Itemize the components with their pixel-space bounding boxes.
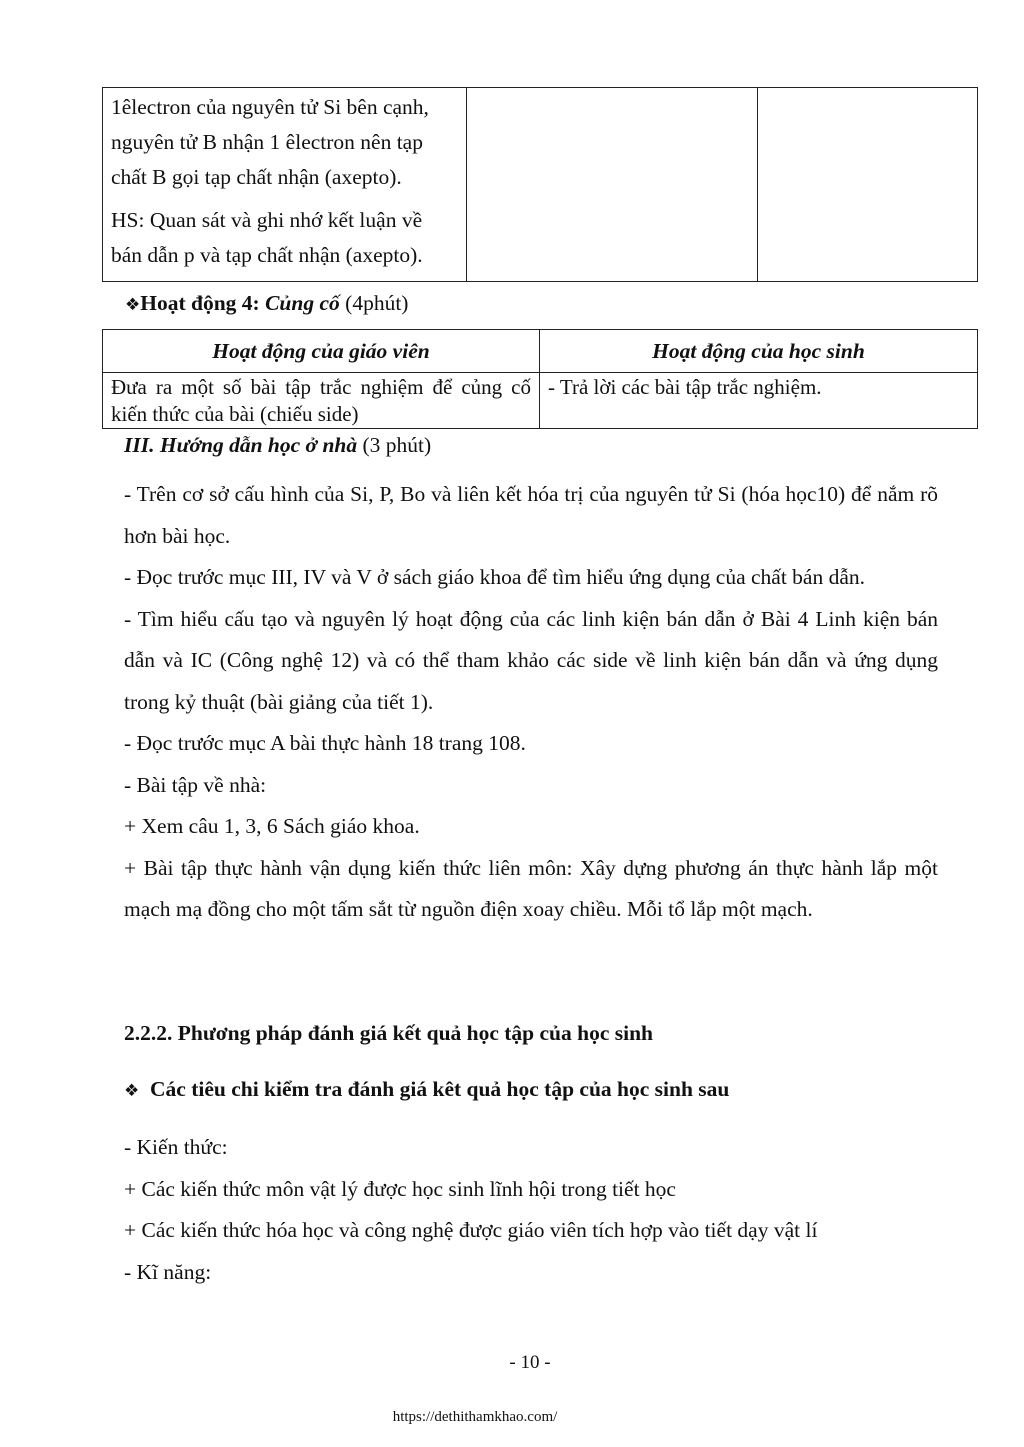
homework-body <box>124 474 938 931</box>
homework-line: - Đọc trước mục A bài thực hành 18 trang 108. <box>124 731 526 755</box>
homework-title: III. Hướng dẫn học ở nhà <box>124 433 358 457</box>
criteria-heading-text: Các tiêu chi kiểm tra đánh giá kêt quả học tập của học sinh sau <box>150 1077 730 1101</box>
homework-line: - Trên cơ sở cấu hình của Si, P, Bo và liên kết hóa trị của nguyên tử Si (hóa học10) để nắm rõ hơn bài học. <box>124 482 938 548</box>
homework-line: + Bài tập thực hành vận dụng kiến thức liên môn: Xây dựng phương án thực hành lắp một mạch mạ đồng cho một tấm sắt từ nguồn điện xoay chiều. Mỗi tổ lắp một mạch. <box>124 855 938 921</box>
homework-line: + Xem câu 1, 3, 6 Sách giáo khoa. <box>124 814 420 838</box>
homework-heading <box>124 430 431 460</box>
homework-line: - Đọc trước mục III, IV và V ở sách giáo khoa để tìm hiểu ứng dụng của chất bán dẫn. <box>124 565 866 589</box>
continuation-table <box>102 87 978 282</box>
table-cell-col2 <box>467 88 758 282</box>
criteria-line: - Kĩ năng: <box>124 1259 212 1284</box>
activity4-title: Củng cố <box>265 291 340 315</box>
page-number: - 10 - <box>509 1352 551 1373</box>
cell-paragraph-1: 1êlectron của nguyên tử Si bên cạnh, nguyên tử B nhận 1 êlectron nên tạp chất B gọi tạp chất nhận (axepto). <box>111 95 429 189</box>
table-cell-teacher: Đưa ra một số bài tập trắc nghiệm để củng cố kiến thức của bài (chiếu side) <box>103 373 540 429</box>
diamond-bullet-icon: ❖ <box>125 295 141 315</box>
diamond-bullet-icon: ❖ <box>124 1081 140 1101</box>
criteria-body <box>124 1127 938 1293</box>
table-cell-col1 <box>103 88 467 282</box>
criteria-line: + Các kiến thức môn vật lý được học sinh lĩnh hội trong tiết học <box>124 1176 676 1201</box>
homework-duration: (3 phút) <box>362 433 432 457</box>
header-teacher: Hoạt động của giáo viên <box>103 330 540 373</box>
homework-line: - Bài tập về nhà: <box>124 772 267 797</box>
activity4-label: Hoạt động 4: <box>140 291 260 315</box>
activity4-heading <box>125 287 408 321</box>
criteria-line: - Kiến thức: <box>124 1135 228 1159</box>
criteria-heading <box>124 1074 729 1106</box>
table-cell-student: - Trả lời các bài tập trắc nghiệm. <box>540 373 978 429</box>
activity4-duration: (4phút) <box>345 291 409 315</box>
section-heading: 2.2.2. Phương pháp đánh giá kết quả học tập của học sinh <box>124 1021 654 1045</box>
header-student: Hoạt động của học sinh <box>540 330 978 373</box>
table-cell-col3 <box>758 88 978 282</box>
cell-paragraph-2: HS: Quan sát và ghi nhớ kết luận về bán dẫn p và tạp chất nhận (axepto). <box>111 208 423 267</box>
homework-line: - Tìm hiểu cấu tạo và nguyên lý hoạt động của các linh kiện bán dẫn ở Bài 4 Linh kiện bán dẫn và IC (Công nghệ 12) và có thể tham khảo các side về linh kiện bán dẫn và ứng dụng trong kỷ thuật (bài giảng của tiết 1). <box>124 606 938 714</box>
criteria-line: + Các kiến thức hóa học và công nghệ được giáo viên tích hợp vào tiết dạy vật lí <box>124 1218 818 1242</box>
activity-table <box>102 329 978 429</box>
footer-url[interactable]: https://dethithamkhao.com/ <box>392 1409 558 1425</box>
